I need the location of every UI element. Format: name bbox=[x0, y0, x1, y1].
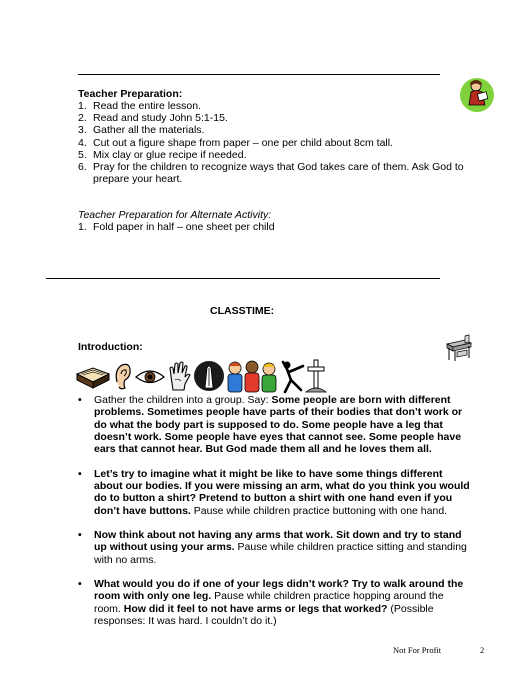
children-group-icon bbox=[225, 358, 279, 394]
alt-prep-heading: Teacher Preparation for Alternate Activity: bbox=[78, 209, 272, 221]
senses-icon-row bbox=[75, 358, 325, 394]
teacher-prep-heading: Teacher Preparation: bbox=[78, 88, 183, 100]
list-item: • Now think about not having any arms that work. Sit down and try to stand up without using your arms. Pause while children practice sitting and standing with no arms. bbox=[78, 529, 467, 566]
list-item: 5. Mix clay or glue recipe if needed. bbox=[78, 148, 247, 161]
list-item: 1. Read the entire lesson. bbox=[78, 100, 201, 112]
hand-icon bbox=[167, 360, 191, 392]
bible-icon bbox=[75, 364, 111, 392]
list-item: 6. Pray for the children to recognize ways that God takes care of them. Ask God to prepare your heart. bbox=[78, 161, 464, 186]
middle-divider bbox=[46, 278, 440, 279]
ear-icon bbox=[113, 362, 133, 392]
footer-label: Not For Profit bbox=[393, 645, 442, 655]
page-number: 2 bbox=[480, 645, 485, 655]
school-desk-icon bbox=[443, 334, 475, 362]
list-item: 2. Read and study John 5:1-15. bbox=[78, 112, 228, 125]
list-item: • What would you do if one of your legs didn’t work? Try to walk around the room with only one leg. Pause while children practice hopping around the room. How did it feel to not have arms or legs that worked? (Possible responses: It was hard. I couldn’t do it.) bbox=[78, 578, 464, 628]
list-item: 1. Fold paper in half – one sheet per child bbox=[78, 221, 275, 233]
list-item: 3. Gather all the materials. bbox=[78, 124, 205, 137]
list-item: 4. Cut out a figure shape from paper – one per child about 8cm tall. bbox=[78, 136, 394, 149]
eye-icon bbox=[135, 368, 165, 386]
stretching-person-icon bbox=[281, 360, 307, 394]
introduction-heading: Introduction: bbox=[78, 341, 143, 353]
list-item: • Gather the children into a group. Say: Some people are born with different problems. Sometimes people have parts of their bodies that don’t work or do what the body part is supposed to do. Some people have a leg that doesn’t work. Some people have eyes that cannot see. Some people have ears that cannot hear. But God made them all and he loves them all. bbox=[78, 394, 463, 456]
top-divider bbox=[78, 74, 440, 75]
cross-icon bbox=[305, 358, 327, 394]
alt-prep-list bbox=[78, 221, 470, 233]
praying-hands-icon bbox=[193, 358, 225, 394]
introduction-bullets bbox=[78, 394, 472, 640]
classtime-heading: CLASSTIME: bbox=[210, 305, 275, 317]
teacher-prep-list bbox=[78, 100, 470, 185]
list-item: • Let’s try to imagine what it might be like to have some things different about our bodies. If you were missing an arm, what do you think you would do to button a shirt? Pretend to button a shirt with one hand even if you don’t have buttons. Pause while children practice buttoning with one hand. bbox=[78, 467, 470, 517]
